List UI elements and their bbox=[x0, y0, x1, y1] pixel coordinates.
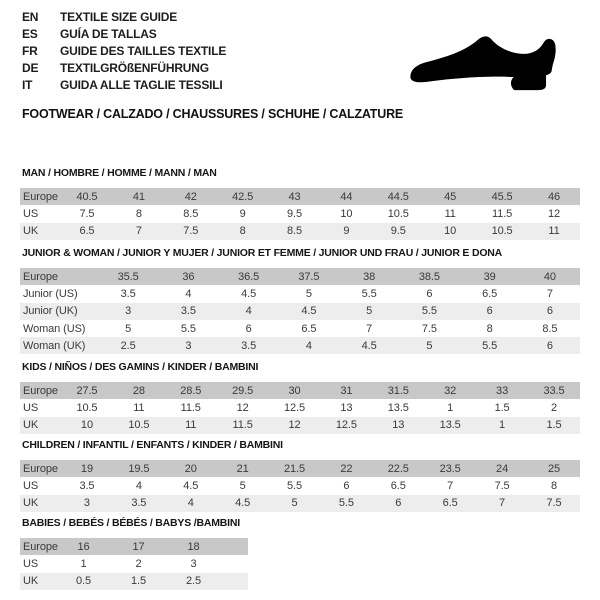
row-label: Junior (US) bbox=[23, 287, 78, 300]
size-cell: 27.5 bbox=[76, 384, 98, 397]
size-cell: 19.5 bbox=[128, 462, 150, 475]
size-cell: 25 bbox=[547, 462, 561, 475]
size-cell: 7.5 bbox=[546, 497, 562, 510]
size-cell: 5.5 bbox=[180, 322, 196, 335]
table-row bbox=[20, 460, 580, 477]
size-table-junior-woman bbox=[20, 268, 580, 354]
size-cell: 3.5 bbox=[120, 287, 136, 300]
size-cell: 2 bbox=[550, 401, 558, 414]
language-code: DE bbox=[22, 61, 39, 75]
section-children bbox=[20, 438, 580, 512]
size-cell: 16 bbox=[77, 540, 90, 553]
size-cell bbox=[221, 538, 248, 555]
table-row bbox=[20, 573, 248, 590]
size-cell: 6 bbox=[426, 287, 433, 300]
language-row-fr bbox=[22, 43, 226, 60]
size-cell: 12.5 bbox=[284, 401, 306, 414]
size-cell: 5.5 bbox=[287, 479, 302, 492]
language-row-it bbox=[22, 77, 226, 94]
size-cell: 9.5 bbox=[390, 225, 406, 238]
size-cell: 12 bbox=[547, 207, 561, 220]
size-cell: 4.5 bbox=[241, 287, 257, 300]
table-row bbox=[20, 495, 580, 512]
size-cell: 7.5 bbox=[494, 479, 510, 492]
row-label: Europe bbox=[23, 384, 58, 397]
language-code: EN bbox=[22, 10, 39, 24]
size-cell: 6 bbox=[395, 497, 402, 510]
size-cell: 8.5 bbox=[542, 322, 558, 335]
language-label: TEXTILE SIZE GUIDE bbox=[60, 10, 178, 24]
size-cell: 36.5 bbox=[238, 270, 260, 283]
size-cell bbox=[221, 555, 248, 572]
size-cell: 45 bbox=[444, 190, 457, 203]
size-cell: 7.5 bbox=[183, 225, 199, 238]
size-cell: 31 bbox=[340, 384, 353, 397]
size-cell: 8.5 bbox=[287, 225, 302, 238]
size-cell: 6.5 bbox=[482, 287, 498, 300]
size-cell: 4.5 bbox=[183, 479, 199, 492]
size-cell: 32 bbox=[444, 384, 457, 397]
size-cell: 2 bbox=[135, 557, 142, 570]
size-cell: 5.5 bbox=[421, 305, 437, 318]
table-row bbox=[20, 555, 248, 572]
size-cell: 0.5 bbox=[76, 575, 91, 588]
size-cell: 5 bbox=[239, 479, 246, 492]
size-cell: 35.5 bbox=[117, 270, 139, 283]
size-cell: 41 bbox=[132, 190, 145, 203]
size-cell: 29.5 bbox=[232, 384, 254, 397]
size-cell: 6 bbox=[546, 339, 553, 352]
section-title: BABIES / BEBÉS / BÉBÉS / BABYS /BAMBINI bbox=[22, 517, 240, 529]
size-table-man bbox=[20, 188, 580, 240]
row-label: Junior (UK) bbox=[23, 305, 78, 318]
size-cell: 10.5 bbox=[76, 401, 98, 414]
size-cell: 9.5 bbox=[287, 207, 302, 220]
size-cell: 8.5 bbox=[183, 207, 199, 220]
section-title: KIDS / NIÑOS / DES GAMINS / KINDER / BAMBINI bbox=[22, 361, 259, 373]
size-cell: 8 bbox=[550, 479, 558, 492]
table-row bbox=[20, 477, 580, 494]
size-cell: 36 bbox=[182, 270, 195, 283]
size-cell: 10 bbox=[80, 419, 93, 432]
table-row bbox=[20, 303, 580, 320]
size-cell: 7 bbox=[546, 287, 553, 300]
row-label: Woman (US) bbox=[23, 322, 86, 335]
size-cell bbox=[221, 573, 248, 590]
row-label: UK bbox=[23, 575, 39, 588]
size-cell: 5.5 bbox=[338, 497, 354, 510]
size-table-babies bbox=[20, 538, 248, 590]
table-row bbox=[20, 223, 580, 240]
size-cell: 3 bbox=[185, 339, 192, 352]
size-cell: 20 bbox=[184, 462, 197, 475]
size-cell: 5 bbox=[426, 339, 433, 352]
size-cell: 4.5 bbox=[361, 339, 377, 352]
size-cell: 22.5 bbox=[387, 462, 409, 475]
size-cell: 10.5 bbox=[491, 225, 513, 238]
size-cell: 21 bbox=[236, 462, 249, 475]
size-cell: 1 bbox=[499, 419, 506, 432]
dress-shoe-icon bbox=[402, 32, 570, 94]
size-cell: 4 bbox=[185, 287, 192, 300]
size-table-children bbox=[20, 460, 580, 512]
row-label: UK bbox=[23, 497, 39, 510]
row-label: Woman (UK) bbox=[23, 339, 86, 352]
section-title: CHILDREN / INFANTIL / ENFANTS / KINDER / BAMBINI bbox=[22, 439, 283, 451]
row-label: US bbox=[23, 479, 39, 492]
size-cell: 2.5 bbox=[120, 339, 136, 352]
language-label: GUÍA DE TALLAS bbox=[60, 27, 157, 41]
size-cell: 12 bbox=[236, 401, 249, 414]
table-row bbox=[20, 337, 580, 354]
size-cell: 40 bbox=[543, 270, 556, 283]
section-man bbox=[20, 166, 580, 240]
size-cell: 2.5 bbox=[186, 575, 201, 588]
size-cell: 23.5 bbox=[439, 462, 461, 475]
size-cell: 5 bbox=[366, 305, 373, 318]
size-cell: 30 bbox=[288, 384, 301, 397]
size-cell: 7 bbox=[447, 479, 454, 492]
table-row bbox=[20, 382, 580, 399]
size-cell: 4.5 bbox=[301, 305, 317, 318]
language-label: GUIDA ALLE TAGLIE TESSILI bbox=[60, 78, 223, 92]
size-cell: 12.5 bbox=[335, 419, 357, 432]
row-label: UK bbox=[23, 225, 39, 238]
size-cell: 31.5 bbox=[387, 384, 409, 397]
size-cell: 3.5 bbox=[241, 339, 257, 352]
size-cell: 9 bbox=[343, 225, 350, 238]
size-cell: 38.5 bbox=[418, 270, 440, 283]
size-cell: 44.5 bbox=[387, 190, 409, 203]
size-cell: 3 bbox=[190, 557, 197, 570]
size-cell: 13.5 bbox=[387, 401, 409, 414]
size-cell: 43 bbox=[288, 190, 301, 203]
size-cell: 39 bbox=[483, 270, 496, 283]
size-cell: 46 bbox=[547, 190, 561, 203]
table-row bbox=[20, 268, 580, 285]
size-cell: 7.5 bbox=[79, 207, 95, 220]
size-cell: 1.5 bbox=[546, 419, 562, 432]
size-cell: 9 bbox=[239, 207, 246, 220]
language-label: GUIDE DES TAILLES TEXTILE bbox=[60, 44, 227, 58]
category-title: FOOTWEAR / CALZADO / CHAUSSURES / SCHUHE / CALZATURE bbox=[22, 107, 404, 121]
size-cell: 3.5 bbox=[79, 479, 95, 492]
size-cell: 6.5 bbox=[390, 479, 406, 492]
table-row bbox=[20, 538, 248, 555]
size-table-kids bbox=[20, 382, 580, 434]
size-cell: 10.5 bbox=[387, 207, 409, 220]
size-cell: 8 bbox=[239, 225, 246, 238]
size-cell: 5.5 bbox=[482, 339, 498, 352]
size-cell: 13 bbox=[340, 401, 353, 414]
size-cell: 7 bbox=[135, 225, 142, 238]
language-row-en bbox=[22, 9, 226, 26]
size-cell: 11.5 bbox=[491, 207, 513, 220]
size-cell: 40.5 bbox=[76, 190, 98, 203]
size-cell: 5 bbox=[125, 322, 132, 335]
size-cell: 21.5 bbox=[284, 462, 306, 475]
size-cell: 33.5 bbox=[543, 384, 565, 397]
size-cell: 37.5 bbox=[298, 270, 320, 283]
size-cell: 4 bbox=[187, 497, 194, 510]
language-code: ES bbox=[22, 27, 38, 41]
size-cell: 4.5 bbox=[235, 497, 251, 510]
size-cell: 4 bbox=[305, 339, 312, 352]
table-row bbox=[20, 417, 580, 434]
size-cell: 24 bbox=[496, 462, 509, 475]
table-row bbox=[20, 188, 580, 205]
size-cell: 7 bbox=[366, 322, 373, 335]
size-cell: 6.5 bbox=[301, 322, 317, 335]
size-cell: 22 bbox=[340, 462, 353, 475]
section-junior-woman bbox=[20, 246, 580, 354]
size-cell: 6.5 bbox=[442, 497, 458, 510]
language-row-es bbox=[22, 26, 226, 43]
language-code: FR bbox=[22, 44, 38, 58]
size-cell: 4 bbox=[245, 305, 252, 318]
size-cell: 1.5 bbox=[131, 575, 146, 588]
row-label: UK bbox=[23, 419, 39, 432]
section-title: MAN / HOMBRE / HOMME / MANN / MAN bbox=[22, 167, 217, 179]
size-cell: 12 bbox=[288, 419, 301, 432]
size-cell: 45.5 bbox=[491, 190, 513, 203]
size-cell: 7.5 bbox=[421, 322, 437, 335]
size-cell: 13.5 bbox=[439, 419, 461, 432]
size-cell: 6 bbox=[546, 305, 553, 318]
table-row bbox=[20, 205, 580, 222]
row-label: Europe bbox=[23, 540, 58, 553]
size-cell: 10.5 bbox=[128, 419, 150, 432]
size-cell: 11 bbox=[133, 401, 145, 414]
language-code: IT bbox=[22, 78, 33, 92]
size-cell: 17 bbox=[132, 540, 145, 553]
size-cell: 8 bbox=[135, 207, 142, 220]
size-cell: 6 bbox=[343, 479, 350, 492]
size-cell: 38 bbox=[363, 270, 376, 283]
size-cell: 6.5 bbox=[79, 225, 95, 238]
table-row bbox=[20, 320, 580, 337]
size-cell: 7 bbox=[499, 497, 506, 510]
size-cell: 6 bbox=[245, 322, 252, 335]
size-cell: 1 bbox=[447, 401, 454, 414]
table-row bbox=[20, 285, 580, 302]
size-cell: 13 bbox=[392, 419, 405, 432]
row-label: US bbox=[23, 401, 39, 414]
size-cell: 11.5 bbox=[232, 419, 253, 432]
size-cell: 11 bbox=[185, 419, 197, 432]
size-cell: 1.5 bbox=[494, 401, 510, 414]
language-label: TEXTILGRÖßENFÜHRUNG bbox=[60, 61, 209, 75]
size-cell: 33 bbox=[496, 384, 509, 397]
size-cell: 6 bbox=[486, 305, 493, 318]
size-cell: 28 bbox=[132, 384, 145, 397]
row-label: Europe bbox=[23, 462, 58, 475]
row-label: US bbox=[23, 557, 39, 570]
section-kids bbox=[20, 360, 580, 434]
size-cell: 42 bbox=[184, 190, 197, 203]
size-cell: 11 bbox=[548, 225, 560, 238]
section-title: JUNIOR & WOMAN / JUNIOR Y MUJER / JUNIOR ET FEMME / JUNIOR UND FRAU / JUNIOR E DONA bbox=[22, 247, 503, 259]
size-cell: 5 bbox=[291, 497, 298, 510]
language-list bbox=[22, 9, 226, 94]
table-row bbox=[20, 399, 580, 416]
size-cell: 10 bbox=[444, 225, 457, 238]
size-cell: 8 bbox=[486, 322, 493, 335]
row-label: Europe bbox=[23, 270, 58, 283]
size-cell: 10 bbox=[340, 207, 353, 220]
size-cell: 11 bbox=[444, 207, 456, 220]
row-label: US bbox=[23, 207, 39, 220]
row-label: Europe bbox=[23, 190, 58, 203]
size-cell: 4 bbox=[135, 479, 142, 492]
size-cell: 3.5 bbox=[180, 305, 196, 318]
size-cell: 1 bbox=[80, 557, 87, 570]
size-cell: 44 bbox=[340, 190, 353, 203]
size-cell: 11.5 bbox=[180, 401, 201, 414]
size-cell: 3 bbox=[125, 305, 132, 318]
size-cell: 18 bbox=[187, 540, 200, 553]
size-cell: 5.5 bbox=[361, 287, 377, 300]
size-cell: 42.5 bbox=[232, 190, 254, 203]
size-cell: 3 bbox=[83, 497, 90, 510]
language-row-de bbox=[22, 60, 226, 77]
size-cell: 19 bbox=[80, 462, 93, 475]
section-babies bbox=[20, 516, 580, 590]
size-cell: 5 bbox=[305, 287, 312, 300]
size-cell: 3.5 bbox=[131, 497, 147, 510]
size-cell: 28.5 bbox=[180, 384, 202, 397]
